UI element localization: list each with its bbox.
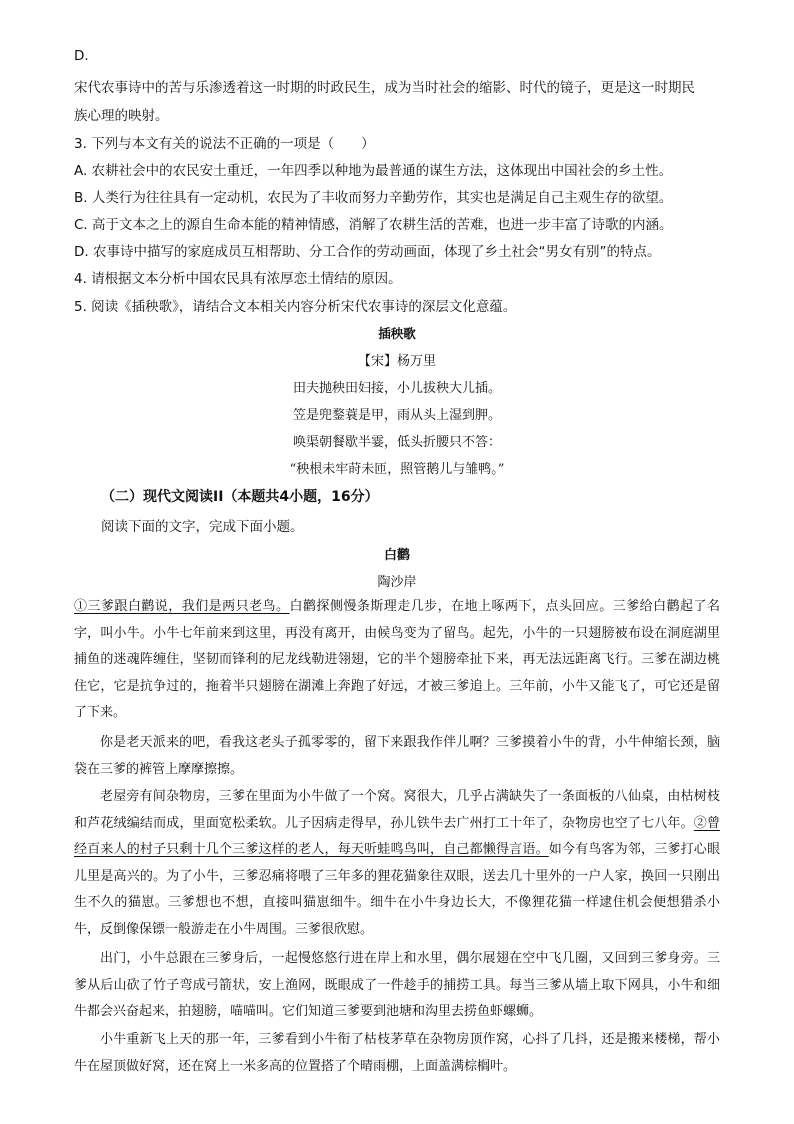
question-3-stem: 3. 下列与本文有关的说法不正确的一项是（ ） [74,136,375,152]
story-paragraph-5: 小牛重新飞上天的那一年，三爹看到小牛衔了枯枝茅草在杂物房顶作窝，心抖了几抖，还是搬来楼梯，帮小牛在屋顶做好窝，还在窝上一米多高的位置搭了个晴雨棚，上面盖满棕榈叶。 [74,1032,720,1074]
section-heading: （二）现代文阅读II（本题共4小题，16分） [101,489,379,505]
underlined-sentence-2: ②曾经百来人的村子只剩十几个三爹这样的老人，每天听蛙鸣鸟叫，自己都懒得言语。 [74,815,720,858]
question-5: 5. 阅读《插秧歌》，请结合文本相关内容分析宋代农事诗的深层文化意蕴。 [74,299,517,315]
poem-line-4: “秧根未牢莳未匝，照管鹅儿与雏鸭。” [289,462,505,477]
question-3-option-d: D. 农事诗中描写的家庭成员互相帮助、分工合作的劳动画面，体现了乡土社会“男女有别”的特点。 [74,244,661,260]
question-4: 4. 请根据文本分析中国农民具有浓厚恋土情结的原因。 [74,271,402,287]
poem-line-1: 田夫抛秧田妇接，小儿拔秧大儿插。 [292,381,501,396]
story-paragraph-2: 你是老天派来的吧，看我这老头子孤零零的，留下来跟我作伴儿啊？三爹摸着小牛的背，小牛伸缩长颈，脑袋在三爹的裤管上摩摩擦擦。 [74,735,720,777]
poem-author: 【宋】杨万里 [357,354,436,369]
poem-title: 插秧歌 [378,326,416,341]
story-paragraph-1 [74,594,720,727]
poem-line-2: 笠是兜鍪蓑是甲，雨从头上湿到胛。 [292,408,501,423]
story-title: 白鹳 [383,548,410,563]
underlined-sentence-1: ①三爹跟白鹳说，我们是两只老鸟。 [74,599,290,614]
section-instruction: 阅读下面的文字，完成下面小题。 [101,519,304,535]
question-3-option-a: A. 农耕社会中的农民安土重迁，一年四季以种地为最普通的谋生方法，这体现出中国社会的乡土性。 [74,163,673,179]
prev-option-label: D. [74,48,89,64]
prev-option-text-line1: 宋代农事诗中的苦与乐渗透着这一时期的时政民生，成为当时社会的缩影、时代的镜子，更是这一时期民 [74,80,695,96]
poem-line-3: 唤渠朝餐歇半霎，低头折腰只不答： [292,435,501,450]
story-paragraph-3-text-a: 老屋旁有间杂物房，三爹在里面为小牛做了一个窝。窝很大，几乎占满缺失了一条面板的八仙桌，由枯树枝和芦花绒编结而成，里面宽松柔软。儿子因病走得早，孙儿铁牛去广州打工十年了，杂物房也空了七八年。 [74,789,720,831]
story-paragraph-3-text-b: 如今有鸟客为邻，三爹打心眼儿里是高兴的。为了小牛，三爹忍痛将喂了三年多的狸花猫象往双眼，送去几十里外的一户人家，换回一只刚出生不久的猫崽。三爹想也不想，直接叫猫崽细牛。细牛在小牛身边长大，不像狸花猫一样逮住机会便想猎杀小牛，反倒像保镖一般游走在小牛周围。三爹很欣慰。 [74,842,720,937]
story-paragraph-4: 出门，小牛总跟在三爹身后，一起慢悠悠行进在岸上和水里，偶尔展翅在空中飞几圈，又回到三爹身旁。三爹从后山砍了竹子弯成弓箭状，安上渔网，既眼成了一件趁手的捕捞工具。每当三爹从墙上取下网具，小牛和细牛都会兴奋起来，拍翅膀，喵喵叫。它们知道三爹要到池塘和沟里去捞鱼虾螺蛳。 [74,951,720,1020]
question-3-option-c: C. 高于文本之上的源自生命本能的精神情感，消解了农耕生活的苦难，也进一步丰富了诗歌的内涵。 [74,217,673,233]
story-paragraph-1-text: 白鹳探侧慢条斯理走几步，在地上啄两下，点头回应。三爹给白鹳起了名字，叫小牛。小牛七年前来到这里，再没有离开，由候鸟变为了留鸟。起先，小牛的一只翅膀被布设在洞庭湖里捕鱼的迷魂阵缠住，坚韧而锋利的尼龙线勒进翎翅，它的半个翅膀牵扯下来，再无法远距离飞行。三爹在湖边桃住它，它是抗争过的，拖着半只翅膀在湖滩上奔跑了好远，才被三爹追上。三年前，小牛又能飞了，可它还是留了下来。 [74,599,720,721]
story-author: 陶沙岸 [377,575,417,590]
story-paragraph-3 [74,784,720,944]
prev-option-text-line2: 族心理的映射。 [74,108,169,124]
question-3-option-b: B. 人类行为往往具有一定动机，农民为了丰收而努力辛勤劳作，其实也是满足自己主观生存的欲望。 [74,190,673,206]
